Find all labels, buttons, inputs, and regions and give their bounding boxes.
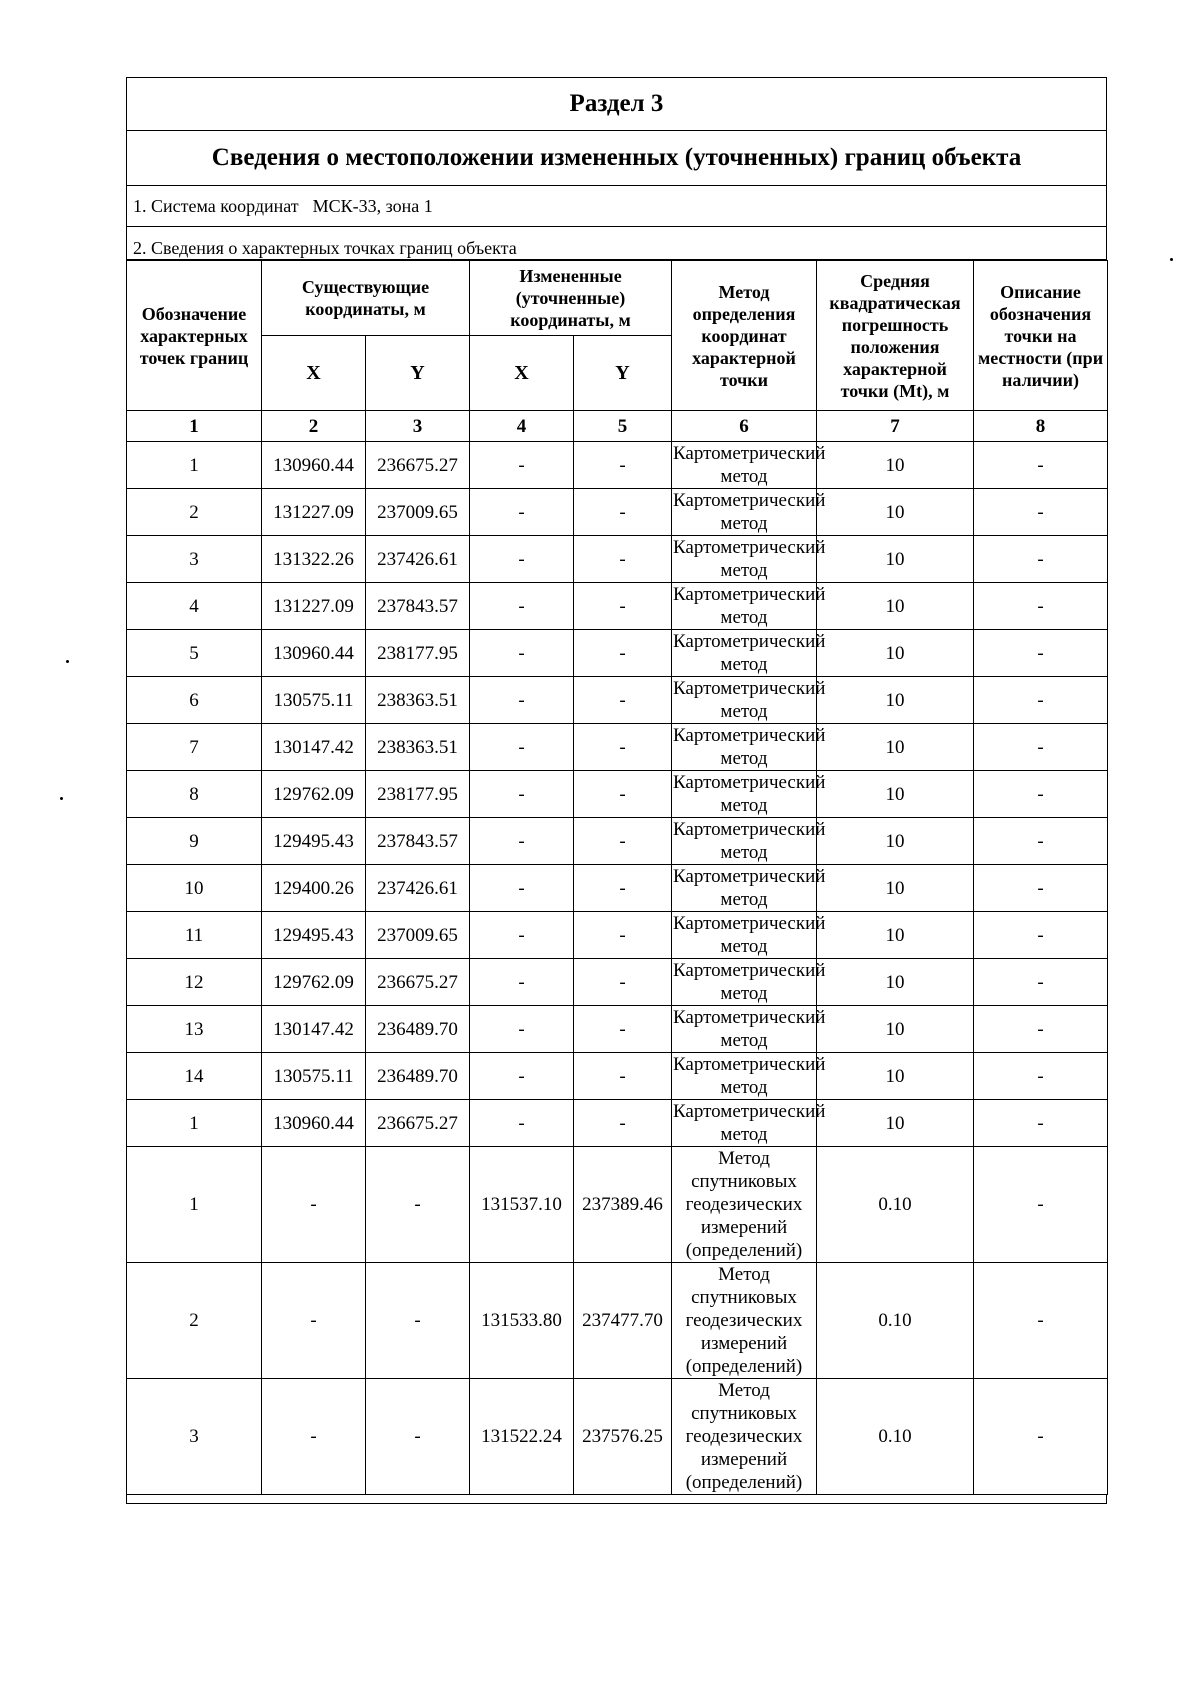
cell-existing-x: 131322.26 bbox=[262, 536, 366, 583]
cell-changed-y: - bbox=[574, 818, 672, 865]
cell-existing-x: 131227.09 bbox=[262, 583, 366, 630]
cell-existing-y: 237843.57 bbox=[366, 818, 470, 865]
section-title: Раздел 3 bbox=[127, 78, 1107, 131]
cell-changed-x: - bbox=[470, 1006, 574, 1053]
cell-changed-x: - bbox=[470, 536, 574, 583]
cell-method: Картометрический метод bbox=[673, 537, 826, 581]
cell-point: 6 bbox=[127, 677, 262, 724]
column-number: 6 bbox=[672, 411, 817, 442]
cell-existing-y: 236675.27 bbox=[366, 959, 470, 1006]
cell-method: Метод спутниковых геодезических измерений (определений) bbox=[672, 1379, 817, 1495]
cell-existing-y: 236489.70 bbox=[366, 1053, 470, 1100]
header-existing-x: X bbox=[262, 336, 366, 411]
column-number: 4 bbox=[470, 411, 574, 442]
cell-existing-x: 130960.44 bbox=[262, 1100, 366, 1147]
cell-changed-y: - bbox=[574, 583, 672, 630]
cell-changed-y: - bbox=[574, 536, 672, 583]
cell-changed-y: 237389.46 bbox=[574, 1147, 672, 1263]
header-changed-coords: Измененные (уточненные) координаты, м bbox=[470, 261, 672, 336]
cell-error: 10 bbox=[817, 630, 974, 677]
cell-description: - bbox=[974, 630, 1108, 677]
table-row bbox=[127, 489, 1108, 536]
cell-changed-x: - bbox=[470, 1100, 574, 1147]
table-bottom-strip bbox=[126, 1495, 1107, 1504]
cell-existing-y: 238363.51 bbox=[366, 724, 470, 771]
cell-existing-y: 237009.65 bbox=[366, 912, 470, 959]
cell-error: 10 bbox=[817, 583, 974, 630]
coord-system-label: 1. Система координат bbox=[133, 195, 299, 216]
cell-existing-y: - bbox=[366, 1379, 470, 1495]
cell-description: - bbox=[974, 677, 1108, 724]
cell-method: Картометрический метод bbox=[673, 913, 826, 957]
cell-description: - bbox=[974, 959, 1108, 1006]
cell-error: 10 bbox=[817, 677, 974, 724]
cell-changed-x: 131537.10 bbox=[470, 1147, 574, 1263]
cell-description: - bbox=[974, 724, 1108, 771]
coord-system-line bbox=[127, 186, 1107, 227]
cell-description: - bbox=[974, 818, 1108, 865]
table-row bbox=[127, 912, 1108, 959]
cell-point: 9 bbox=[127, 818, 262, 865]
cell-changed-x: - bbox=[470, 677, 574, 724]
column-number-row bbox=[127, 411, 1108, 442]
cell-point: 1 bbox=[127, 1100, 262, 1147]
cell-existing-y: - bbox=[366, 1147, 470, 1263]
cell-description: - bbox=[974, 442, 1108, 489]
cell-changed-y: 237576.25 bbox=[574, 1379, 672, 1495]
cell-description: - bbox=[974, 1100, 1108, 1147]
cell-changed-y: - bbox=[574, 1100, 672, 1147]
cell-method: Метод спутниковых геодезических измерений (определений) bbox=[672, 1263, 817, 1379]
table-row bbox=[127, 536, 1108, 583]
cell-method: Картометрический метод bbox=[673, 819, 826, 863]
cell-existing-x: 129400.26 bbox=[262, 865, 366, 912]
cell-changed-y: - bbox=[574, 442, 672, 489]
table-row bbox=[127, 1379, 1108, 1495]
header-existing-y: Y bbox=[366, 336, 470, 411]
cell-changed-y: - bbox=[574, 677, 672, 724]
cell-method: Картометрический метод bbox=[673, 1054, 826, 1098]
cell-description: - bbox=[974, 536, 1108, 583]
cell-existing-y: 237426.61 bbox=[366, 536, 470, 583]
cell-error: 10 bbox=[817, 1006, 974, 1053]
cell-existing-y: 236489.70 bbox=[366, 1006, 470, 1053]
table-row bbox=[127, 865, 1108, 912]
cell-method: Картометрический метод bbox=[673, 443, 826, 487]
table-row bbox=[127, 959, 1108, 1006]
column-number: 3 bbox=[366, 411, 470, 442]
table-row bbox=[127, 1053, 1108, 1100]
cell-description: - bbox=[974, 489, 1108, 536]
column-number: 8 bbox=[974, 411, 1108, 442]
cell-description: - bbox=[974, 1147, 1108, 1263]
cell-error: 10 bbox=[817, 489, 974, 536]
cell-method: Картометрический метод bbox=[673, 725, 826, 769]
scan-speck bbox=[66, 660, 69, 663]
cell-point: 10 bbox=[127, 865, 262, 912]
cell-changed-y: - bbox=[574, 912, 672, 959]
header-point: Обозначение характерных точек границ bbox=[127, 261, 262, 411]
table-body bbox=[127, 442, 1108, 1495]
header-error: Средняя квадратическая погрешность положения характерной точки (Mt), м bbox=[817, 261, 974, 411]
cell-existing-x: 130575.11 bbox=[262, 677, 366, 724]
section-subtitle: Сведения о местоположении измененных (уточненных) границ объекта bbox=[127, 131, 1107, 186]
cell-point: 12 bbox=[127, 959, 262, 1006]
cell-error: 0.10 bbox=[817, 1147, 974, 1263]
section-header bbox=[126, 77, 1107, 260]
cell-point: 14 bbox=[127, 1053, 262, 1100]
cell-changed-y: - bbox=[574, 771, 672, 818]
table-header-row bbox=[127, 261, 1108, 336]
header-description: Описание обозначения точки на местности (при наличии) bbox=[974, 261, 1108, 411]
scan-speck bbox=[60, 797, 63, 800]
cell-description: - bbox=[974, 912, 1108, 959]
cell-existing-y: 237426.61 bbox=[366, 865, 470, 912]
cell-error: 0.10 bbox=[817, 1263, 974, 1379]
cell-method: Картометрический метод bbox=[673, 866, 826, 910]
cell-changed-y: - bbox=[574, 489, 672, 536]
cell-point: 13 bbox=[127, 1006, 262, 1053]
cell-changed-y: - bbox=[574, 1006, 672, 1053]
cell-point: 7 bbox=[127, 724, 262, 771]
cell-method: Картометрический метод bbox=[673, 960, 826, 1004]
scan-speck bbox=[1170, 258, 1173, 261]
cell-changed-y: - bbox=[574, 865, 672, 912]
table-row bbox=[127, 1006, 1108, 1053]
cell-existing-y: 237843.57 bbox=[366, 583, 470, 630]
cell-error: 10 bbox=[817, 865, 974, 912]
column-number: 2 bbox=[262, 411, 366, 442]
cell-changed-x: - bbox=[470, 724, 574, 771]
table-row bbox=[127, 724, 1108, 771]
cell-existing-y: 238177.95 bbox=[366, 630, 470, 677]
cell-existing-y: 238177.95 bbox=[366, 771, 470, 818]
points-table bbox=[126, 260, 1108, 1495]
cell-existing-y: 237009.65 bbox=[366, 489, 470, 536]
document-sheet bbox=[126, 77, 1107, 1504]
cell-existing-x: 130960.44 bbox=[262, 442, 366, 489]
cell-changed-x: - bbox=[470, 865, 574, 912]
table-row bbox=[127, 818, 1108, 865]
cell-existing-x: 129762.09 bbox=[262, 771, 366, 818]
cell-existing-x: 129762.09 bbox=[262, 959, 366, 1006]
cell-existing-x: 129495.43 bbox=[262, 912, 366, 959]
table-row bbox=[127, 442, 1108, 489]
cell-error: 10 bbox=[817, 724, 974, 771]
cell-method: Метод спутниковых геодезических измерений (определений) bbox=[672, 1147, 817, 1263]
cell-existing-x: - bbox=[262, 1379, 366, 1495]
table-row bbox=[127, 771, 1108, 818]
cell-point: 1 bbox=[127, 1147, 262, 1263]
cell-changed-y: - bbox=[574, 1053, 672, 1100]
header-method: Метод определения координат характерной точки bbox=[672, 261, 817, 411]
cell-existing-y: 236675.27 bbox=[366, 1100, 470, 1147]
cell-point: 11 bbox=[127, 912, 262, 959]
table-row bbox=[127, 583, 1108, 630]
cell-error: 0.10 bbox=[817, 1379, 974, 1495]
cell-point: 3 bbox=[127, 1379, 262, 1495]
cell-existing-x: 131227.09 bbox=[262, 489, 366, 536]
cell-method: Картометрический метод bbox=[673, 1007, 826, 1051]
column-number: 5 bbox=[574, 411, 672, 442]
cell-changed-y: 237477.70 bbox=[574, 1263, 672, 1379]
cell-changed-x: 131522.24 bbox=[470, 1379, 574, 1495]
cell-description: - bbox=[974, 583, 1108, 630]
table-row bbox=[127, 1147, 1108, 1263]
cell-point: 8 bbox=[127, 771, 262, 818]
cell-description: - bbox=[974, 865, 1108, 912]
cell-error: 10 bbox=[817, 959, 974, 1006]
cell-changed-y: - bbox=[574, 630, 672, 677]
table-row bbox=[127, 630, 1108, 677]
column-number: 7 bbox=[817, 411, 974, 442]
cell-changed-x: - bbox=[470, 912, 574, 959]
cell-existing-y: 238363.51 bbox=[366, 677, 470, 724]
cell-error: 10 bbox=[817, 536, 974, 583]
cell-existing-x: 130575.11 bbox=[262, 1053, 366, 1100]
cell-existing-x: 129495.43 bbox=[262, 818, 366, 865]
cell-description: - bbox=[974, 771, 1108, 818]
cell-description: - bbox=[974, 1053, 1108, 1100]
cell-changed-x: - bbox=[470, 1053, 574, 1100]
cell-description: - bbox=[974, 1006, 1108, 1053]
cell-error: 10 bbox=[817, 1100, 974, 1147]
cell-method: Картометрический метод bbox=[673, 1101, 826, 1145]
cell-existing-x: - bbox=[262, 1147, 366, 1263]
cell-changed-x: - bbox=[470, 771, 574, 818]
cell-error: 10 bbox=[817, 442, 974, 489]
cell-existing-x: 130147.42 bbox=[262, 724, 366, 771]
coord-system-value: МСК-33, зона 1 bbox=[312, 195, 433, 216]
table-row bbox=[127, 1263, 1108, 1379]
cell-method: Картометрический метод bbox=[673, 772, 826, 816]
cell-changed-x: 131533.80 bbox=[470, 1263, 574, 1379]
column-number: 1 bbox=[127, 411, 262, 442]
cell-existing-x: - bbox=[262, 1263, 366, 1379]
cell-changed-x: - bbox=[470, 489, 574, 536]
cell-error: 10 bbox=[817, 1053, 974, 1100]
cell-existing-y: 236675.27 bbox=[366, 442, 470, 489]
cell-description: - bbox=[974, 1379, 1108, 1495]
cell-method: Картометрический метод bbox=[673, 678, 826, 722]
cell-changed-x: - bbox=[470, 583, 574, 630]
table-row bbox=[127, 1100, 1108, 1147]
cell-method: Картометрический метод bbox=[673, 631, 826, 675]
cell-changed-x: - bbox=[470, 630, 574, 677]
points-info-line: 2. Сведения о характерных точках границ объекта bbox=[127, 227, 1107, 260]
cell-point: 5 bbox=[127, 630, 262, 677]
cell-changed-y: - bbox=[574, 959, 672, 1006]
cell-changed-x: - bbox=[470, 442, 574, 489]
cell-method: Картометрический метод bbox=[673, 584, 826, 628]
cell-point: 1 bbox=[127, 442, 262, 489]
cell-error: 10 bbox=[817, 771, 974, 818]
cell-existing-x: 130147.42 bbox=[262, 1006, 366, 1053]
cell-point: 4 bbox=[127, 583, 262, 630]
cell-existing-x: 130960.44 bbox=[262, 630, 366, 677]
header-changed-x: X bbox=[470, 336, 574, 411]
cell-changed-y: - bbox=[574, 724, 672, 771]
cell-point: 3 bbox=[127, 536, 262, 583]
cell-changed-x: - bbox=[470, 959, 574, 1006]
table-row bbox=[127, 677, 1108, 724]
header-changed-y: Y bbox=[574, 336, 672, 411]
cell-point: 2 bbox=[127, 1263, 262, 1379]
cell-error: 10 bbox=[817, 912, 974, 959]
header-existing-coords: Существующие координаты, м bbox=[262, 261, 470, 336]
cell-existing-y: - bbox=[366, 1263, 470, 1379]
cell-error: 10 bbox=[817, 818, 974, 865]
cell-method: Картометрический метод bbox=[673, 490, 826, 534]
cell-changed-x: - bbox=[470, 818, 574, 865]
cell-point: 2 bbox=[127, 489, 262, 536]
cell-description: - bbox=[974, 1263, 1108, 1379]
